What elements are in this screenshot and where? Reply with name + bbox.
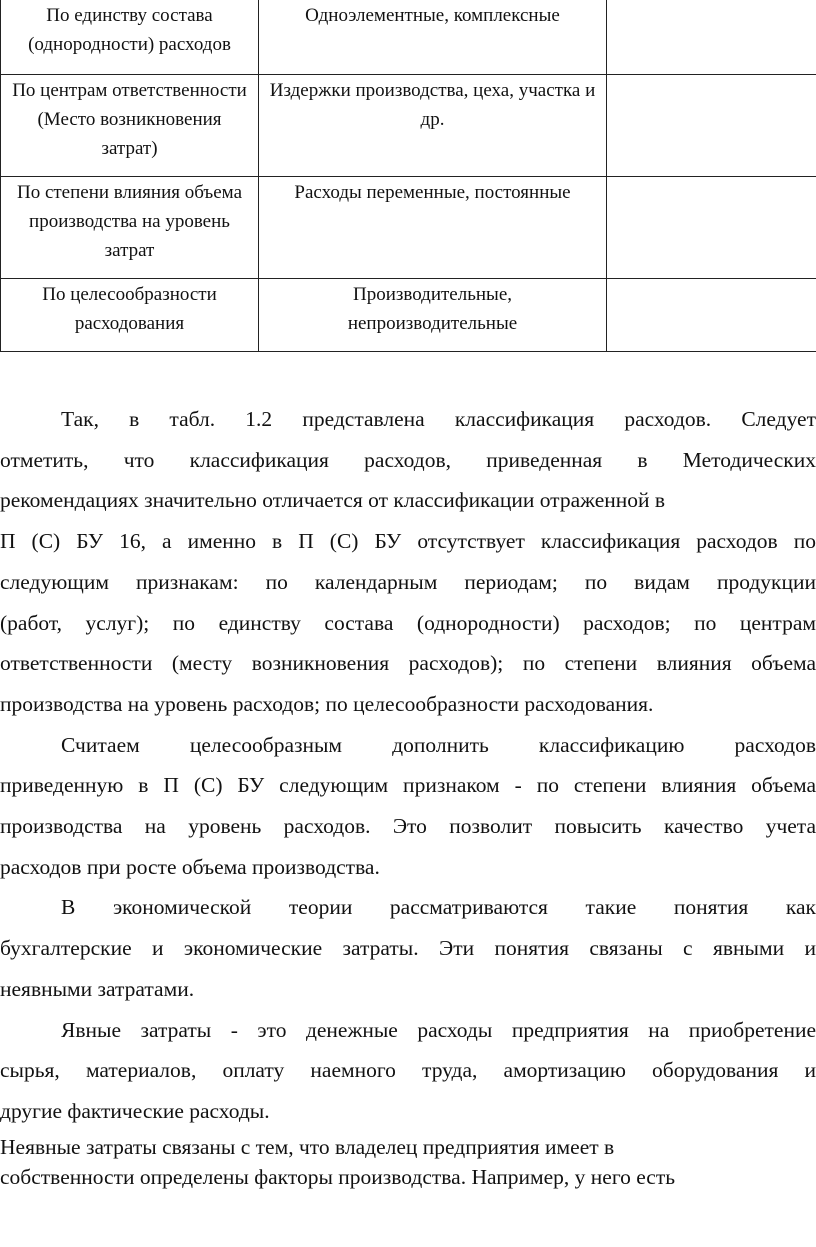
empty-cell [607,278,816,351]
text-line: Явные затраты - это денежные расходы предприятия на приобретение [61,1017,816,1042]
table-row [1,278,816,351]
text-line: ответственности (месту возникновения расходов); по степени влияния объема [0,651,816,676]
paragraph-1 [0,399,816,725]
text-line: другие фактические расходы. [0,1098,270,1123]
types-cell: Расходы переменные, постоянные [259,176,607,278]
text-line: собственности определены факторы производства. Например, у него есть [0,1164,676,1189]
text-line: Считаем целесообразным дополнить классификацию расходов [61,732,816,757]
table-row [1,0,816,74]
text-line: (работ, услуг); по единству состава (однородности) расходов; по центрам [0,610,816,635]
text-line: сырья, материалов, оплату наемного труда, амортизацию оборудования и [0,1058,816,1083]
empty-cell [607,0,816,74]
text-line: бухгалтерские и экономические затраты. Эти понятия связаны с явными и [0,936,816,961]
text-line: неявными затратами. [0,976,195,1001]
criterion-cell: По целесообразности расходования [1,278,259,351]
paragraph-2 [0,725,816,888]
classification-table [0,0,816,352]
table-row [1,74,816,176]
text-line: приведенную в П (С) БУ следующим признаком - по степени влияния объема [0,773,816,798]
types-cell: Издержки производства, цеха, участка и др. [259,74,607,176]
empty-cell [607,74,816,176]
criterion-cell: По единству состава (однородности) расходов [1,0,259,74]
paragraph-4 [0,1010,816,1132]
text-line: отметить, что классификация расходов, приведенная в Методических [0,447,816,472]
text-line: Так, в табл. 1.2 представлена классификация расходов. Следует [61,407,816,431]
criterion-cell: По центрам ответственности (Место возникновения затрат) [1,74,259,176]
text-line: расходов при росте объема производства. [0,854,380,879]
table-row [1,176,816,278]
types-cell: Производительные, непроизводительные [259,278,607,351]
text-line: Неявные затраты связаны с тем, что владелец предприятия имеет в [0,1134,615,1159]
body-text [0,399,816,1192]
paragraph-3 [0,887,816,1009]
text-line: производства на уровень расходов. Это позволит повысить качество учета [0,814,816,839]
text-line: В экономической теории рассматриваются такие понятия как [61,895,816,920]
text-line: рекомендациях значительно отличается от классификации отраженной в [0,488,666,513]
text-line: П (С) БУ 16, а именно в П (С) БУ отсутствует классификация расходов по [0,529,816,554]
text-line: следующим признакам: по календарным периодам; по видам продукции [0,569,816,594]
types-cell: Одноэлементные, комплексные [259,0,607,74]
criterion-cell: По степени влияния объема производства на уровень затрат [1,176,259,278]
paragraph-5 [0,1132,816,1192]
text-line: производства на уровень расходов; по целесообразности расходования. [0,691,654,716]
empty-cell [607,176,816,278]
